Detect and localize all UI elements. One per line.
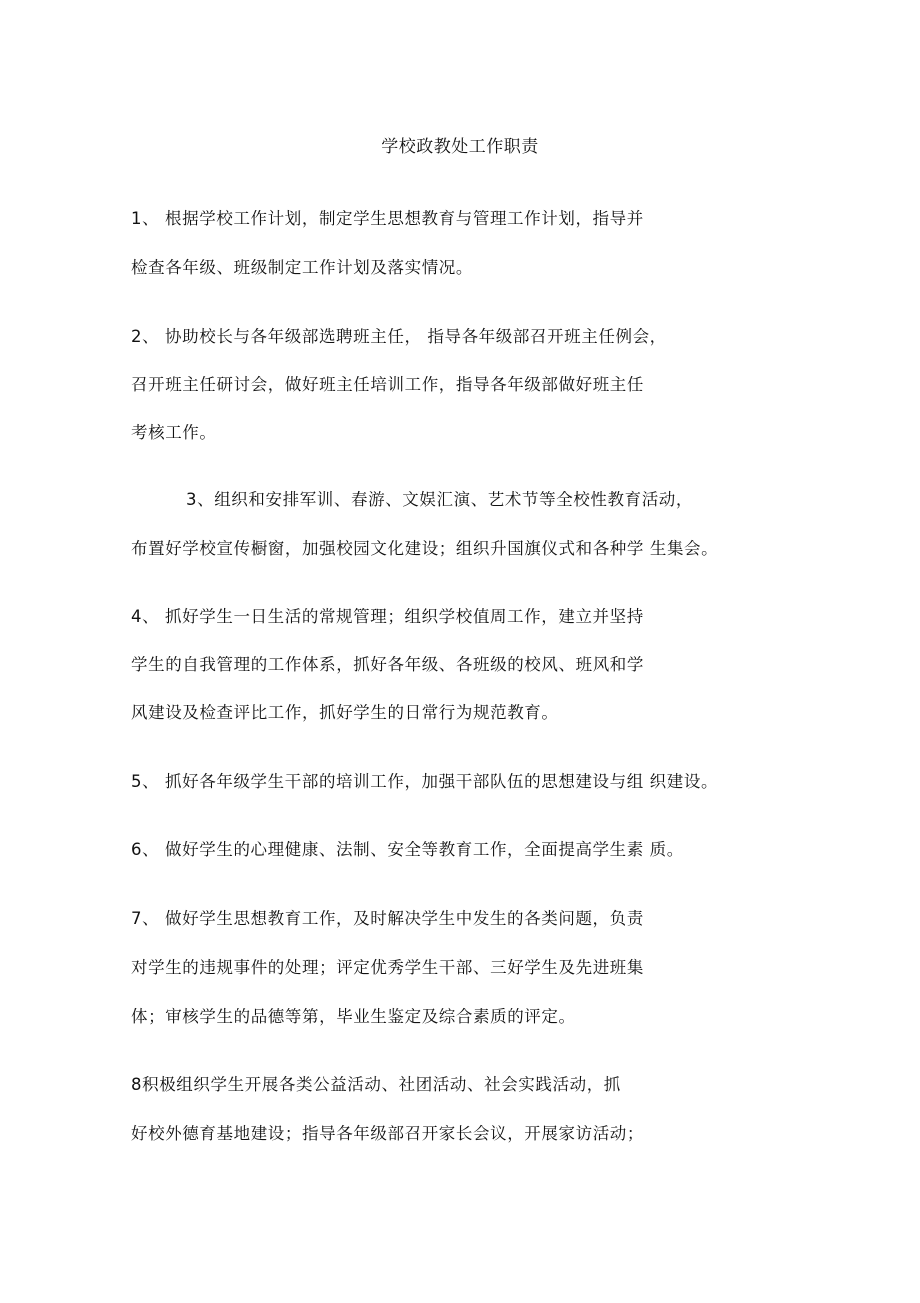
paragraph-1-line-2: 检查各年级、班级制定工作计划及落实情况。	[131, 258, 473, 277]
paragraph-3-line-1: 3、组织和安排军训、春游、文娱汇演、艺术节等全校性教育活动，	[186, 490, 693, 509]
paragraph-2-line-2: 召开班主任研讨会，做好班主任培训工作，指导各年级部做好班主任	[131, 375, 644, 394]
paragraph-4-line-2: 学生的自我管理的工作体系，抓好各年级、各班级的校风、班风和学	[131, 655, 644, 674]
paragraph-3-line-2: 布置好学校宣传橱窗，加强校园文化建设；组织升国旗仪式和各种学 生集会。	[131, 539, 719, 558]
paragraph-2-line-1: 2、 协助校长与各年级部选聘班主任， 指导各年级部召开班主任例会，	[131, 327, 667, 346]
paragraph-2-line-3: 考核工作。	[131, 423, 217, 442]
paragraph-4-line-3: 风建设及检查评比工作，抓好学生的日常行为规范教育。	[131, 703, 559, 722]
paragraph-7-line-2: 对学生的违规事件的处理；评定优秀学生干部、三好学生及先进班集	[131, 958, 644, 977]
paragraph-7-line-1: 7、 做好学生思想教育工作，及时解决学生中发生的各类问题，负责	[131, 909, 644, 928]
paragraph-6-line-1: 6、 做好学生的心理健康、法制、安全等教育工作，全面提高学生素 质。	[131, 840, 684, 859]
paragraph-8-line-1: 8积极组织学生开展各类公益活动、社团活动、社会实践活动，抓	[131, 1075, 621, 1094]
document-title: 学校政教处工作职责	[381, 137, 539, 157]
paragraph-4-line-1: 4、 抓好学生一日生活的常规管理；组织学校值周工作，建立并坚持	[131, 607, 644, 626]
paragraph-1-line-1: 1、 根据学校工作计划，制定学生思想教育与管理工作计划，指导并	[131, 209, 644, 228]
paragraph-5-line-1: 5、 抓好各年级学生干部的培训工作，加强干部队伍的思想建设与组 织建设。	[131, 772, 719, 791]
paragraph-8-line-2: 好校外德育基地建设；指导各年级部召开家长会议，开展家访活动；	[131, 1124, 644, 1143]
paragraph-7-line-3: 体；审核学生的品德等第，毕业生鉴定及综合素质的评定。	[131, 1007, 576, 1026]
